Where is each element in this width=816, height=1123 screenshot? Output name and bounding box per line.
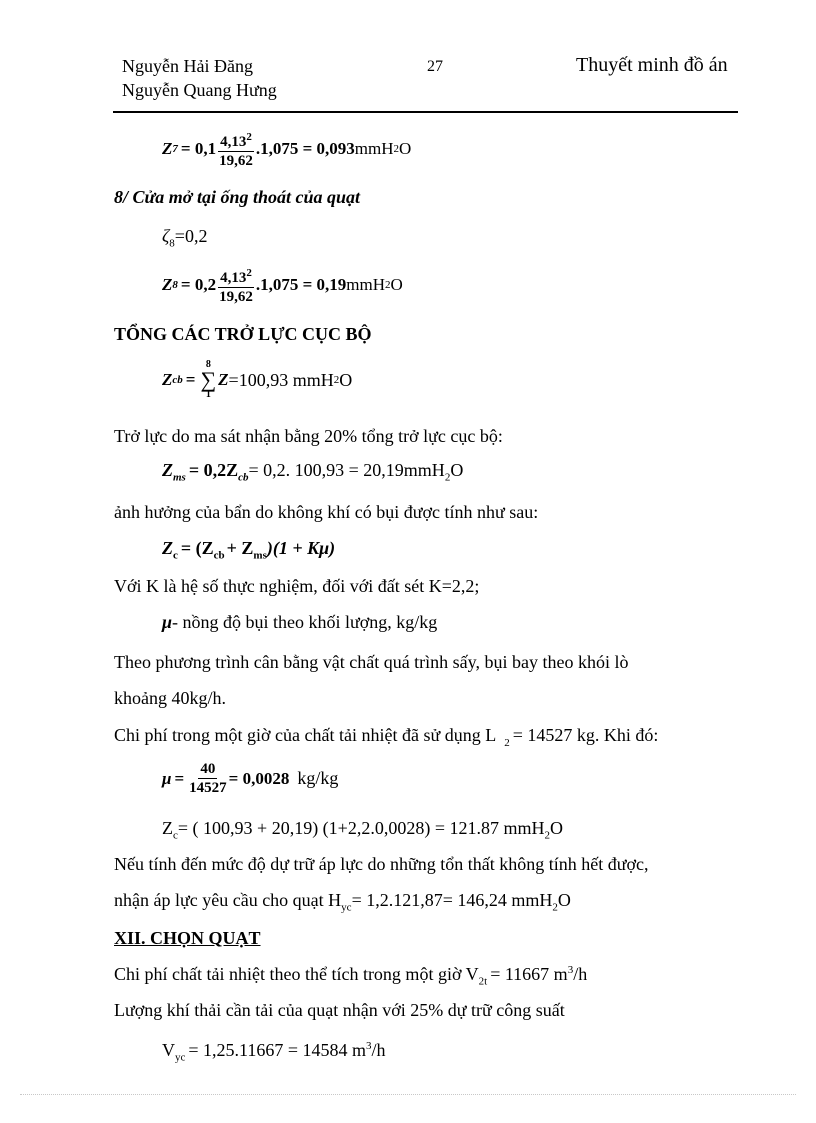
paragraph-balance-1: Theo phương trình cân bằng vật chất quá trình sấy, bụi bay theo khói lò [114, 652, 629, 672]
paragraph-with-k: Với K là hệ số thực nghiệm, đối với đất sét K=2,2; [114, 576, 480, 596]
page-bottom-border [20, 1094, 796, 1095]
paragraph-friction: Trở lực do ma sát nhận bằng 20% tổng trở lực cục bộ: [114, 426, 503, 446]
equation-zc: $Z_c = (Z_{cb} + Z_{ms})(1 + K\mu)$ [162, 538, 336, 562]
section-12-heading: XII. CHỌN QUẠT [114, 928, 261, 948]
section-8-heading: 8/ Cửa mở tại ống thoát của quạt [114, 187, 360, 207]
equation-mu: μ = $\frac{40}{14527}$ = 0,0028 kg/kg [162, 761, 339, 796]
header-rule [113, 111, 738, 113]
zeta-8: $\zeta_8=0,2$ [162, 226, 208, 250]
page-number: 27 [427, 58, 443, 75]
equation-z7: Z 7 = 0,1 $\frac{4,13^2}{19,62}$ .1,075 = 0,093 mmH 2 O [162, 128, 411, 170]
total-resistance-heading: TỔNG CÁC TRỞ LỰC CỤC BỘ [114, 324, 372, 344]
equation-z8: Z 8 = 0,2 $\frac{4,13^2}{19,62}$ .1,075 = 0,19 mmH 2 O [162, 264, 403, 306]
paragraph-reserve-1: Nếu tính đến mức độ dự trữ áp lực do những tổn thất không tính hết được, [114, 854, 649, 874]
equation-zc-numeric: $Z_c=$ ( 100,93 + 20,19) (1+2,2.0,0028) = 121.87 mmH$_2$O [162, 818, 563, 842]
author-2: Nguyễn Quang Hưng [122, 80, 277, 100]
equation-zms: $Z_{ms} = 0,2Z_{cb}= 0,2$. 100,93 = 20,19mmH$_2$O [162, 460, 464, 484]
paragraph-volume: Chi phí chất tải nhiệt theo thể tích trong một giờ $V_{2t} = 11667$ $m^3/h$ [114, 964, 588, 988]
equation-vyc: $V_{yc} = 1,25.11667 = 14584$ $m^3/h$ [162, 1040, 386, 1064]
paragraph-exhaust: Lượng khí thải cần tải của quạt nhận với 25% dự trữ công suất [114, 1000, 565, 1020]
paragraph-dust: ảnh hưởng của bẩn do không khí có bụi được tính như sau: [114, 502, 539, 522]
document-title: Thuyết minh đồ án [576, 54, 728, 76]
paragraph-cost: Chi phí trong một giờ của chất tải nhiệt đã sử dụng L $_2$ = 14527 kg. Khi đó: [114, 725, 659, 749]
paragraph-reserve-2: nhận áp lực yêu cầu cho quạt $H_{yc}= 1,2.121,87= 146,24$ mmH$_2$O [114, 890, 571, 914]
paragraph-mu: μ- nồng độ bụi theo khối lượng, kg/kg [162, 612, 438, 632]
paragraph-balance-2: khoảng 40kg/h. [114, 688, 226, 708]
equation-zcb: Z cb = 8 ∑ 1 Z =100,93 mmH 2 O [162, 359, 353, 400]
author-1: Nguyễn Hải Đăng [122, 56, 253, 76]
